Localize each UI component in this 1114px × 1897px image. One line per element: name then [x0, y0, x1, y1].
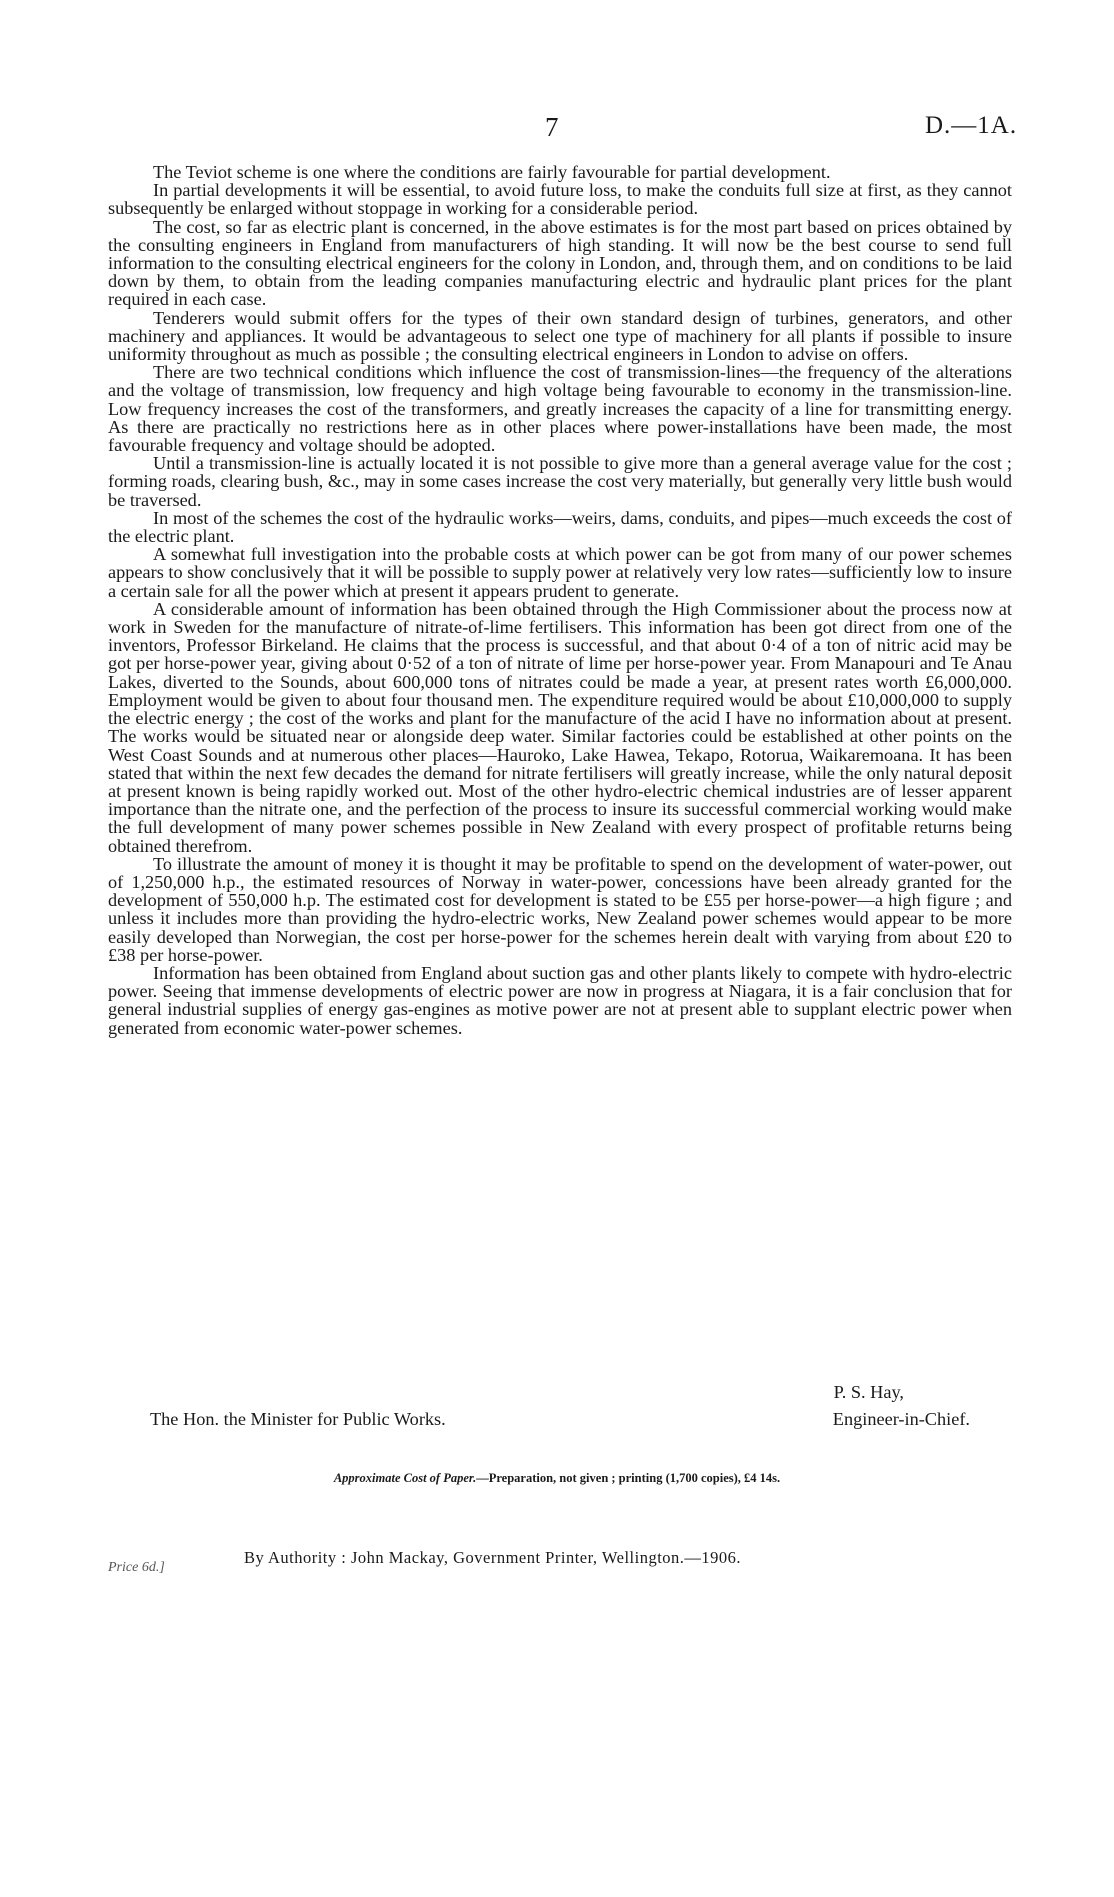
- paragraph: The Teviot scheme is one where the conditions are fairly favourable for partial development.: [153, 162, 831, 182]
- addressee: The Hon. the Minister for Public Works.: [150, 1409, 446, 1429]
- cost-of-paper: [0, 1471, 1114, 1486]
- paragraph: Tenderers would submit offers for the types of their own standard design of turbines, generators, and other machinery and appliances. It would be advantageous to select one type of machinery for all plants if possible to insure uniformity throughout as much as possible ; the consulting electrical engineers in London to advise on offers.: [108, 307, 1012, 365]
- paragraph: In most of the schemes the cost of the hydraulic works—weirs, dams, conduits, and pipes—much exceeds the cost of the electric plant.: [108, 507, 1012, 547]
- body-text: [108, 163, 1012, 1037]
- paragraph: To illustrate the amount of money it is thought it may be profitable to spend on the development of water-power, out of 1,250,000 h.p., the estimated resources of Norway in water-power, concessions have been already granted for the development of 550,000 h.p. The estimated cost for development is stated to be £55 per horse-power—a high figure ; and unless it includes more than providing the hydro-electric works, New Zealand power schemes would appear to be more easily developed than Norwegian, the cost per horse-power for the schemes herein dealt with varying from about £20 to £38 per horse-power.: [108, 853, 1012, 965]
- paragraph: Information has been obtained from England about suction gas and other plants likely to compete with hydro-electric power. Seeing that immense developments of electric power are now in progress at Niagara, it is a fair conclusion that for general industrial supplies of energy gas-engines as motive power are not at present able to supplant electric power when generated from economic water-power schemes.: [108, 962, 1012, 1038]
- page-number: 7: [545, 112, 559, 142]
- paragraph: The cost, so far as electric plant is concerned, in the above estimates is for the most part based on prices obtained by the consulting engineers in England from manufacturers of high standing. It will now be the best course to send full information to the consulting electrical engineers for the colony in London, and, through them, and on conditions to be laid down by them, to obtain from the leading companies manufacturing electric and hydraulic plant prices for the plant required in each case.: [108, 216, 1012, 310]
- cost-value: —Preparation, not given ; printing (1,700 copies), £4 14s.: [476, 1471, 781, 1485]
- signoff: [108, 1382, 1012, 1432]
- paragraph: There are two technical conditions which influence the cost of transmission-lines—the frequency of the alterations and the voltage of transmission, low frequency and high voltage being favourable to economy in the transmission-line. Low frequency increases the cost of the transformers, and greatly increases the capacity of a line for transmitting energy. As there are practically no restrictions here as in other places where power-installations have been made, the most favourable frequency and voltage should be adopted.: [108, 362, 1012, 456]
- paragraph: A somewhat full investigation into the probable costs at which power can be got from many of our power schemes appears to show conclusively that it will be possible to supply power at relatively very low rates—sufficiently low to insure a certain sale for all the power which at present it appears prudent to generate.: [108, 544, 1012, 601]
- price-note: Price 6d.]: [108, 1560, 165, 1575]
- paragraph: Until a transmission-line is actually located it is not possible to give more than a general average value for the cost ; forming roads, clearing bush, &c., may in some cases increase the cost very materially, but generally very little bush would be traversed.: [108, 453, 1012, 510]
- document-reference: D.—1A.: [925, 112, 1018, 139]
- paragraph: In partial developments it will be essential, to avoid future loss, to make the conduits full size at first, as they cannot subsequently be enlarged without stoppage in working for a considerable period.: [108, 180, 1012, 219]
- paragraph: A considerable amount of information has been obtained through the High Commissioner about the process now at work in Sweden for the manufacture of nitrate-of-lime fertilisers. This information has been got direct from one of the inventors, Professor Birkeland. He claims that the process is successful, and that about 0·4 of a ton of nitric acid may be got per horse-power year, giving about 0·52 of a ton of nitrate of lime per horse-power year. From Manapouri and Te Anau Lakes, diverted to the Sounds, about 600,000 tons of nitrates could be made a year, at present rates worth £6,000,000. Employment would be given to about four thousand men. The expenditure required would be about £10,000,000 to supply the electric energy ; the cost of the works and plant for the manufacture of the acid I have no information about at present. The works would be situated near or alongside deep water. Similar factories could be established at other points on the West Coast Sounds and at numerous other places—Hauroko, Lake Hawea, Tekapo, Rotorua, Waikaremoana. It has been stated that within the next few decades the demand for nitrate fertilisers will greatly increase, while the only natural deposit at present known is being rapidly worked out. Most of the other hydro-electric chemical industries are of lesser apparent importance than the nitrate one, and the perfection of the process to insure its successful commercial working would make the full development of many power schemes possible in New Zealand with every prospect of profitable returns being obtained therefrom.: [108, 598, 1012, 856]
- cost-label: Approximate Cost of Paper.: [333, 1471, 477, 1485]
- signatory-name: P. S. Hay,: [833, 1382, 904, 1402]
- printer-authority: By Authority : John Mackay, Government Printer, Wellington.—1906.: [244, 1548, 742, 1567]
- signatory-title: Engineer-in-Chief.: [832, 1409, 970, 1429]
